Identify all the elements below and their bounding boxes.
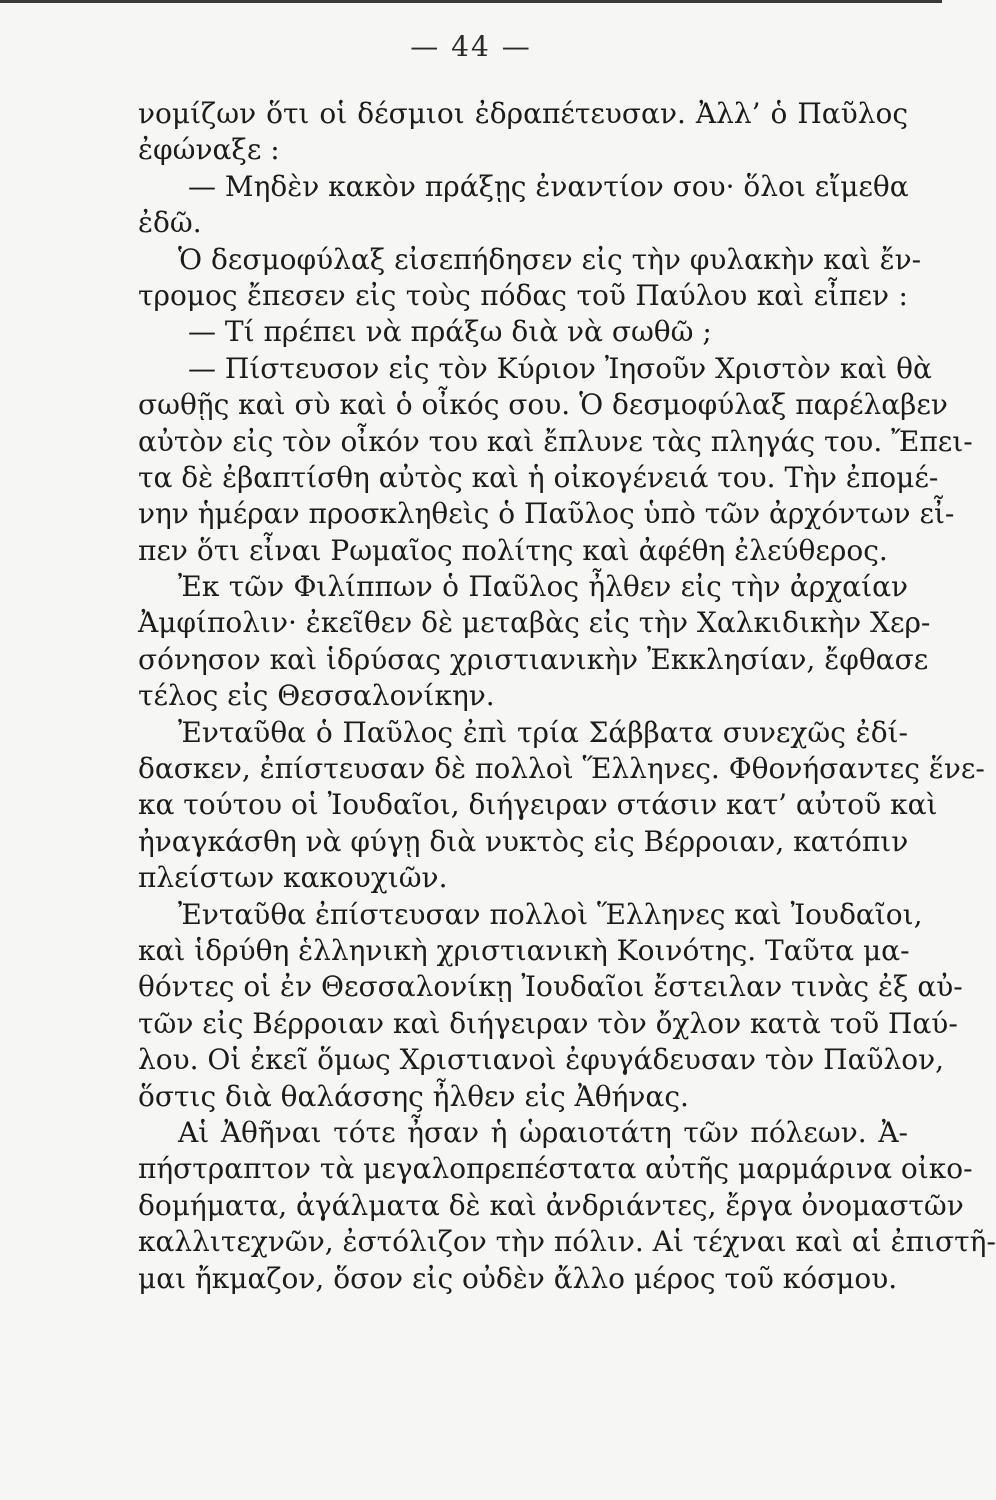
text-line: ἠναγκάσθη νὰ φύγῃ διὰ νυκτὸς εἰς Βέρροιαν, κατόπιν xyxy=(138,824,909,858)
page-top-edge xyxy=(0,0,942,3)
text-line: κα τούτου οἱ Ἰουδαῖοι, διήγειραν στάσιν κατ’ αὐτοῦ καὶ xyxy=(138,788,938,822)
text-line: πήστραπτον τὰ μεγαλοπρεπέστατα αὐτῆς μαρμάρινα οἰκο- xyxy=(138,1152,973,1186)
text-line: νομίζων ὅτι οἱ δέσμιοι ἐδραπέτευσαν. Ἀλλ’ ὁ Παῦλος xyxy=(138,97,908,130)
text-line: δασκεν, ἐπίστευσαν δὲ πολλοὶ Ἕλληνες. Φθονήσαντες ἕνε- xyxy=(138,752,985,786)
text-line: — Τί πρέπει νὰ πράξω διὰ νὰ σωθῶ ; xyxy=(188,315,712,349)
text-line: τρομος ἔπεσεν εἰς τοὺς πόδας τοῦ Παύλου καὶ εἶπεν : xyxy=(138,278,908,312)
text-line: Ἐνταῦθα ἐπίστευσαν πολλοὶ Ἕλληνες καὶ Ἰουδαῖοι, xyxy=(178,897,923,931)
text-line: ἐφώναξε : xyxy=(138,133,280,167)
text-line: λου. Οἱ ἐκεῖ ὅμως Χριστιανοὶ ἐφυγάδευσαν τὸν Παῦλον, xyxy=(138,1043,945,1077)
text-line: — Πίστευσον εἰς τὸν Κύριον Ἰησοῦν Χριστὸν καὶ θὰ xyxy=(188,351,932,385)
text-line: Ἐκ τῶν Φιλίππων ὁ Παῦλος ἦλθεν εἰς τὴν ἀρχαίαν xyxy=(178,570,908,604)
text-line: Ἀμφίπολιν· ἐκεῖθεν δὲ μεταβὰς εἰς τὴν Χαλκιδικὴν Χερ- xyxy=(138,606,931,640)
body-text xyxy=(138,96,996,1297)
text-line: ὅστις διὰ θαλάσσης ἦλθεν εἰς Ἀθήνας. xyxy=(138,1079,689,1113)
text-line: μαι ἤκμαζον, ὅσον εἰς οὐδὲν ἄλλο μέρος τοῦ κόσμου. xyxy=(138,1261,898,1295)
text-line: νην ἡμέραν προσκληθεὶς ὁ Παῦλος ὑπὸ τῶν ἀρχόντων εἶ- xyxy=(138,497,955,531)
text-line: καλλιτεχνῶν, ἐστόλιζον τὴν πόλιν. Αἱ τέχναι καὶ αἱ ἐπιστῆ- xyxy=(138,1225,996,1259)
text-line: — Μηδὲν κακὸν πράξῃς ἐναντίον σου· ὅλοι εἴμεθα xyxy=(188,169,909,203)
text-line: Ἐνταῦθα ὁ Παῦλος ἐπὶ τρία Σάββατα συνεχῶς ἐδί- xyxy=(178,715,908,749)
text-line: αὐτὸν εἰς τὸν οἶκόν του καὶ ἔπλυνε τὰς πληγάς του. Ἔπει- xyxy=(138,424,973,458)
text-line: θόντες οἱ ἐν Θεσσαλονίκῃ Ἰουδαῖοι ἔστειλαν τινὰς ἐξ αὐ- xyxy=(138,970,963,1004)
text-line: τέλος εἰς Θεσσαλονίκην. xyxy=(138,679,495,713)
text-line: ἐδῶ. xyxy=(138,206,202,240)
text-line: καὶ ἱδρύθη ἑλληνικὴ χριστιανικὴ Κοινότης. Ταῦτα μα- xyxy=(138,933,910,967)
text-line: πεν ὅτι εἶναι Ρωμαῖος πολίτης καὶ ἀφέθη ἐλεύθερος. xyxy=(138,533,888,567)
text-line: τῶν εἰς Βέρροιαν καὶ διήγειραν τὸν ὄχλον κατὰ τοῦ Παύ- xyxy=(138,1006,958,1040)
page-number: — 44 — xyxy=(410,30,532,63)
text-line: τα δὲ ἐβαπτίσθη αὐτὸς καὶ ἡ οἰκογένειά του. Τὴν ἐπομέ- xyxy=(138,460,939,494)
text-line: Ὁ δεσμοφύλαξ εἰσεπήδησεν εἰς τὴν φυλακὴν καὶ ἔν- xyxy=(178,242,922,276)
text-line: Αἱ Ἀθῆναι τότε ἦσαν ἡ ὡραιοτάτη τῶν πόλεων. Ἀ- xyxy=(178,1115,908,1149)
text-line: πλείστων κακουχιῶν. xyxy=(138,861,448,895)
text-line: σόνησον καὶ ἱδρύσας χριστιανικὴν Ἐκκλησίαν, ἔφθασε xyxy=(138,642,929,676)
text-line: δομήματα, ἀγάλματα δὲ καὶ ἀνδριάντες, ἔργα ὀνομαστῶν xyxy=(138,1188,964,1222)
text-line: σωθῇς καὶ σὺ καὶ ὁ οἶκός σου. Ὁ δεσμοφύλαξ παρέλαβεν xyxy=(138,388,948,422)
